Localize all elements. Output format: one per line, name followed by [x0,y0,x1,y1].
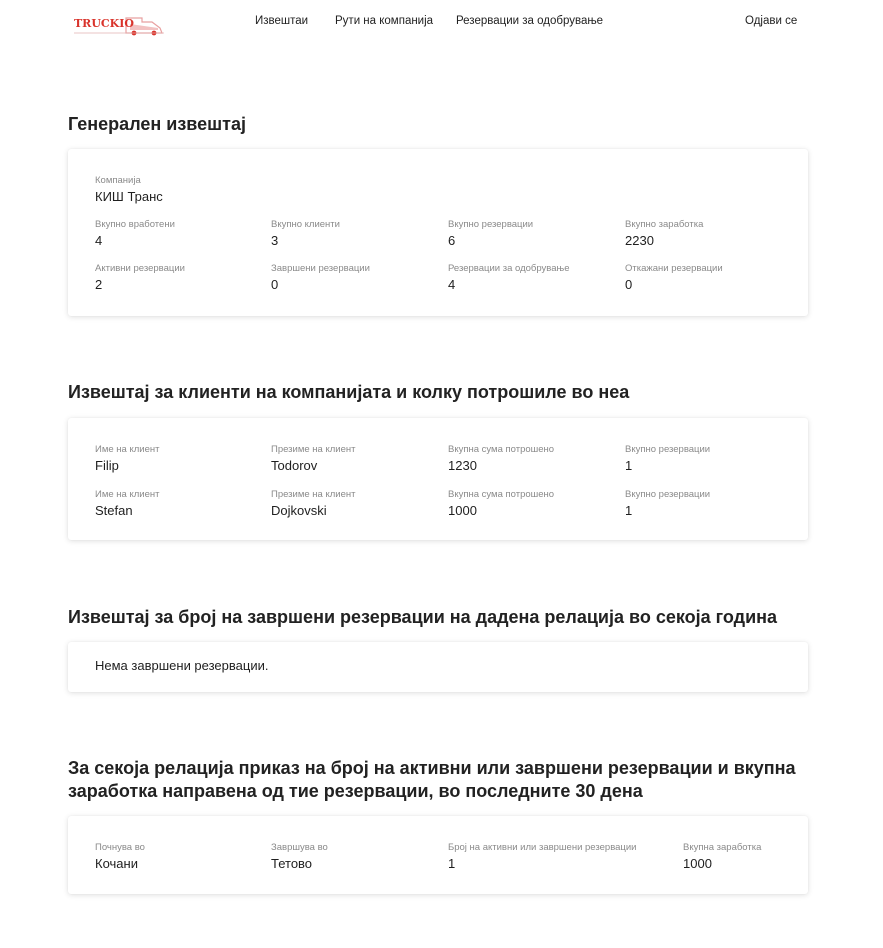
cancelled-reservations-field [625,263,723,293]
client-total-spent-field [448,489,554,519]
field-label: Вкупно резервации [625,489,711,500]
field-label: Компанија [95,175,141,186]
field-label: Вкупна сума потрошено [448,444,555,455]
total-reservations-field [448,219,533,249]
field-value: Кочани [95,856,138,871]
general-report-card [68,149,808,316]
field-value: 2 [95,277,103,292]
logout-link[interactable]: Одјави се [745,15,798,27]
field-value: 2230 [625,233,654,248]
client-total-reservations-field [625,444,710,474]
total-clients-field [271,219,340,249]
field-value: 1 [625,503,633,518]
field-value: 1 [448,856,456,871]
completed-reservations-field [271,263,370,293]
active-reservations-field [95,263,185,293]
client-last-name-field [271,489,355,519]
field-label: Активни резервации [95,263,185,274]
completed-per-route-title: Извештај за број на завршени резервации на дадена релација во секоја година [68,607,778,627]
general-report-title: Генерален извештај [68,114,246,134]
total-earnings-field [625,219,703,249]
nav-company-routes[interactable]: Рути на компанија [335,15,434,27]
client-total-spent-field [448,444,554,474]
client-total-reservations-field [625,489,710,519]
client-first-name-field [95,444,159,474]
route-reservation-count-field [448,842,636,872]
nav-reports[interactable]: Извештаи [255,15,309,27]
truckio-logo[interactable] [72,12,168,38]
route-end-field [271,842,328,872]
nav-reservations-for-approval[interactable]: Резервации за одобрување [456,15,604,27]
field-label: Вкупна заработка [683,842,762,853]
company-field [95,175,163,205]
field-label: Откажани резервации [625,263,723,274]
field-value: 1000 [448,503,477,518]
field-label: Завршува во [271,842,328,853]
field-value: Dojkovski [271,503,327,518]
field-label: Име на клиент [95,489,160,500]
top-navbar [0,0,883,46]
field-value: 6 [448,233,456,248]
empty-state-message: Нема завршени резервации. [95,658,269,673]
completed-per-route-card [68,642,808,692]
field-label: Вкупна сума потрошено [448,489,555,500]
field-value: Stefan [95,503,133,518]
field-value: 0 [271,277,279,292]
field-value: КИШ Транс [95,189,163,204]
last-30-days-card [68,816,808,894]
field-value: 1000 [683,856,712,871]
field-value: 1230 [448,458,477,473]
field-label: Почнува во [95,842,145,853]
last-30-days-title: За секоја релација приказ на број на активни или завршени резервации и вкупна заработка направена од тие резервации, во последните 30 дена [68,758,796,801]
client-first-name-field [95,489,159,519]
field-label: Резервации за одобрување [448,263,570,274]
field-value: Todorov [271,458,318,473]
field-value: 1 [625,458,633,473]
clients-report-card [68,418,808,540]
field-label: Завршени резервации [271,263,370,274]
route-total-earnings-field [683,842,761,872]
field-value: 4 [95,233,103,248]
field-label: Вкупно резервации [625,444,711,455]
clients-report-title: Извештај за клиенти на компанијата и колку потрошиле во неа [68,382,630,402]
pending-approval-field [448,263,570,293]
field-label: Вкупно резервации [448,219,534,230]
client-last-name-field [271,444,355,474]
field-label: Вкупно заработка [625,219,704,230]
field-label: Вкупно вработени [95,219,175,230]
field-value: Тетово [271,856,313,871]
field-value: Filip [95,458,119,473]
field-value: 4 [448,277,456,292]
field-label: Презиме на клиент [271,444,356,455]
field-label: Број на активни или завршени резервации [448,842,637,853]
route-start-field [95,842,145,872]
field-label: Презиме на клиент [271,489,356,500]
field-value: 0 [625,277,633,292]
svg-text:TRUCKIO: TRUCKIO [74,17,134,30]
field-label: Вкупно клиенти [271,219,340,230]
total-employees-field [95,219,175,249]
field-value: 3 [271,233,279,248]
field-label: Име на клиент [95,444,160,455]
